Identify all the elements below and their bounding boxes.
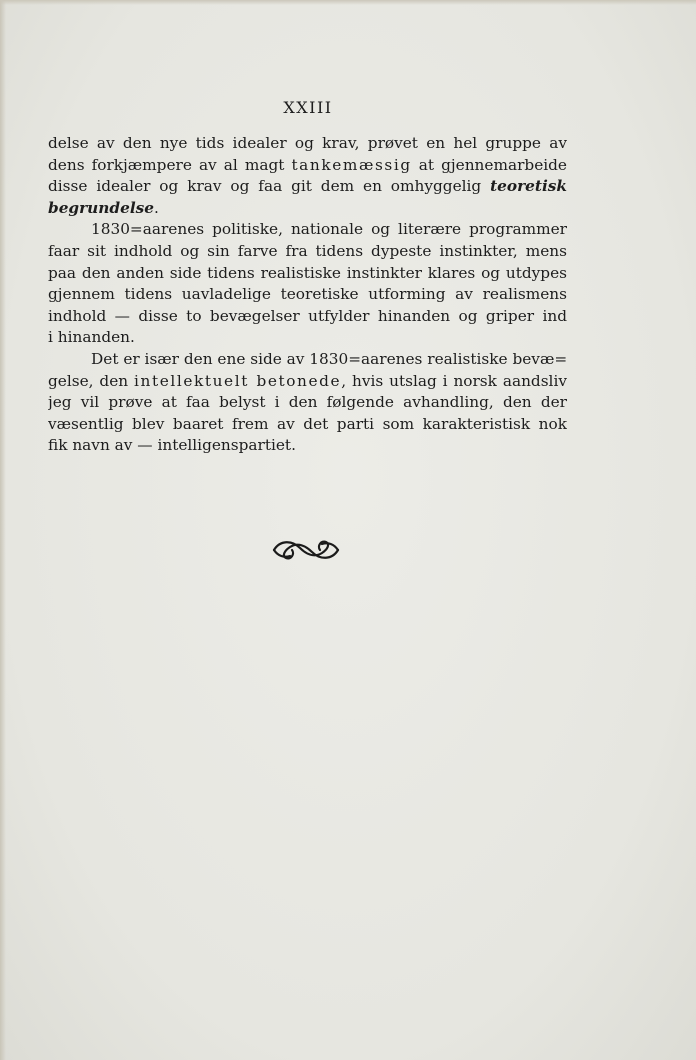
- text-line: [48, 392, 567, 414]
- text-run: jeg vil prøve at faa belyst i den følgende avhandling, den der: [48, 393, 567, 412]
- text-run: paa den anden side tidens realistiske instinkter klares og utdypes: [48, 263, 567, 282]
- spaced-emphasis: tankemæssig: [291, 155, 412, 174]
- text-run: dens forkjæmpere av al magt: [48, 155, 292, 174]
- text-run: gelse, den: [48, 371, 134, 390]
- text-run: at gjennemarbeide: [411, 155, 567, 174]
- text-run: Det er især den ene side av 1830=aarenes realistiske bevæ=: [91, 349, 567, 368]
- text-run: , hvis utslag i norsk aandsliv: [341, 371, 567, 390]
- page-number: XXIII: [283, 98, 333, 117]
- text-run: indhold — disse to bevægelser utfylder hinanden og griper ind: [48, 306, 567, 325]
- page-edge-shadow-top: [0, 0, 696, 5]
- text-line: [48, 263, 567, 285]
- text-line: [48, 219, 567, 241]
- text-line: [48, 198, 567, 220]
- italic-emphasis: teoretisk: [490, 177, 567, 196]
- text-run: .: [154, 198, 159, 217]
- text-run: gjennem tidens uavladelige teoretiske utforming av realismens: [48, 285, 567, 304]
- text-line: [48, 155, 567, 177]
- text-run: disse idealer og krav og faa git dem en omhyggelig: [48, 177, 491, 196]
- ornament-knot-icon: [270, 536, 342, 564]
- spaced-emphasis: intellektuelt betonede: [134, 371, 342, 390]
- text-line: [48, 176, 567, 198]
- text-line: [48, 435, 567, 457]
- text-line: [48, 306, 567, 328]
- text-line: [48, 349, 567, 371]
- text-run: faar sit indhold og sin farve fra tidens dypeste instinkter, mens: [48, 241, 567, 260]
- paragraph: [48, 133, 567, 219]
- text-line: [48, 414, 567, 436]
- body-text: [48, 133, 567, 457]
- text-run: delse av den nye tids idealer og krav, prøvet en hel gruppe av: [48, 134, 567, 152]
- text-run: fik navn av — intelligenspartiet.: [48, 436, 296, 455]
- text-run: i hinanden.: [48, 328, 135, 347]
- italic-emphasis: begrundelse: [48, 198, 155, 217]
- page-edge-shadow: [0, 0, 6, 1060]
- text-line: [48, 284, 567, 306]
- paragraph: [48, 349, 567, 457]
- text-run: 1830=aarenes politiske, nationale og literære programmer: [91, 220, 567, 239]
- paragraph: [48, 219, 567, 349]
- text-line: [48, 133, 567, 155]
- text-run: væsentlig blev baaret frem av det parti som karakteristisk nok: [48, 414, 567, 433]
- text-line: [48, 327, 567, 349]
- text-line: [48, 241, 567, 263]
- text-line: [48, 371, 567, 393]
